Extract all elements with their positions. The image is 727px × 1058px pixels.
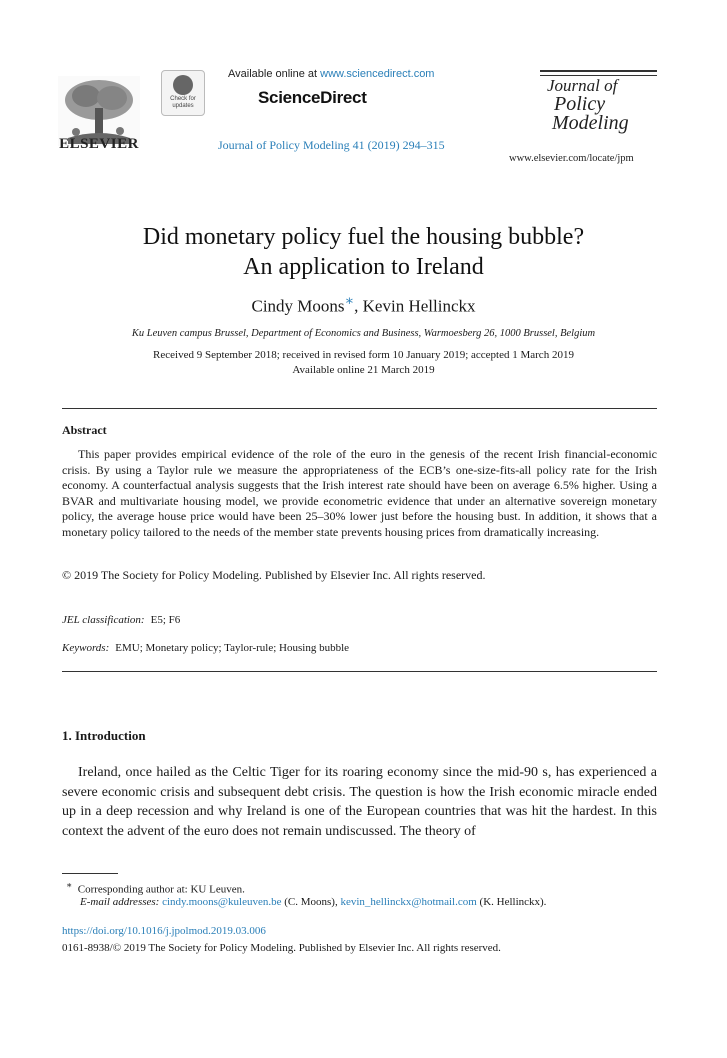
doi-link[interactable]: https://doi.org/10.1016/j.jpolmod.2019.03.006 xyxy=(62,925,266,937)
authors: Cindy Moons∗, Kevin Hellinckx xyxy=(251,293,476,316)
elsevier-wordmark: ELSEVIER xyxy=(59,136,139,152)
abstract-text: This paper provides empirical evidence of the role of the euro in the genesis of the recent Irish financial-economic crisis. By using a Taylor rule we measure the appropriateness of the ECB’s one-size-fits-all policy rate for the Irish economy. A counterfactual analysis suggests that the Irish interest rate should have been on average 6.5% higher. Using a BVAR and multivariate housing model, we provide econometric evidence that under an alternative sovereign monetary policy, the average house price would have been 25–30% lower just before the housing bust. In addition, it shows that a monetary policy tailored to the needs of the member state prevents housing prices from dramatically increasing. xyxy=(62,447,657,539)
available-online-date: Available online 21 March 2019 xyxy=(292,364,435,376)
section-heading: 1. Introduction xyxy=(62,728,146,743)
email-link[interactable]: cindy.moons@kuleuven.be xyxy=(162,896,282,908)
available-online-line: Available online at www.sciencedirect.com xyxy=(228,68,435,80)
abstract-copyright: © 2019 The Society for Policy Modeling. Published by Elsevier Inc. All rights reserved. xyxy=(62,568,486,582)
journal-logo-rule xyxy=(540,70,657,72)
article-title: An application to Ireland xyxy=(243,254,484,280)
bookmark-icon xyxy=(173,75,193,95)
journal-logo-line: Journal of xyxy=(547,76,618,95)
footnote-emails: E-mail addresses: cindy.moons@kuleuven.be (C. Moons), kevin_hellinckx@hotmail.com (K. Hellinckx). xyxy=(80,896,547,908)
footnote-corresponding: ∗ Corresponding author at: KU Leuven. xyxy=(66,880,245,896)
check-for-updates-badge[interactable] xyxy=(161,70,205,116)
check-updates-label: Check for updates xyxy=(170,96,196,109)
issn-copyright: 0161-8938/© 2019 The Society for Policy Modeling. Published by Elsevier Inc. All rights reserved. xyxy=(62,942,501,954)
author-name: Cindy Moons xyxy=(251,296,345,316)
received-dates: Received 9 September 2018; received in revised form 10 January 2019; accepted 1 March 2019 xyxy=(153,349,574,361)
section-paragraph: Ireland, once hailed as the Celtic Tiger for its roaring economy since the mid-90 s, has experienced a severe economic crisis and subsequent debt crisis. The question is how the Irish economic miracle ended up in a deep recession and why Ireland is one of the European countries that was hit the hardest. In this context the advent of the euro does not remain undiscussed. The theory of xyxy=(62,765,657,839)
author-name: Kevin Hellinckx xyxy=(362,296,476,316)
footnote-rule xyxy=(62,873,118,874)
corresponding-author-mark[interactable]: ∗ xyxy=(344,293,355,309)
journal-logo-line: Modeling xyxy=(552,112,629,134)
divider xyxy=(62,671,657,672)
affiliation: Ku Leuven campus Brussel, Department of Economics and Business, Warmoesberg 26, 1000 Brussel, Belgium xyxy=(131,328,596,339)
journal-citation-link[interactable]: Journal of Policy Modeling 41 (2019) 294–315 xyxy=(218,138,445,152)
journal-url[interactable]: www.elsevier.com/locate/jpm xyxy=(509,153,634,164)
journal-logo-line: Policy xyxy=(554,93,606,115)
keywords: Keywords: EMU; Monetary policy; Taylor-rule; Housing bubble xyxy=(62,642,350,654)
email-link[interactable]: kevin_hellinckx@hotmail.com xyxy=(340,896,477,908)
jel-classification: JEL classification: E5; F6 xyxy=(62,614,181,626)
abstract-heading: Abstract xyxy=(62,423,107,437)
sciencedirect-link[interactable]: www.sciencedirect.com xyxy=(320,68,435,80)
article-title: Did monetary policy fuel the housing bubble? xyxy=(142,224,585,250)
sciencedirect-logo: ScienceDirect xyxy=(258,88,367,107)
divider xyxy=(62,408,657,409)
